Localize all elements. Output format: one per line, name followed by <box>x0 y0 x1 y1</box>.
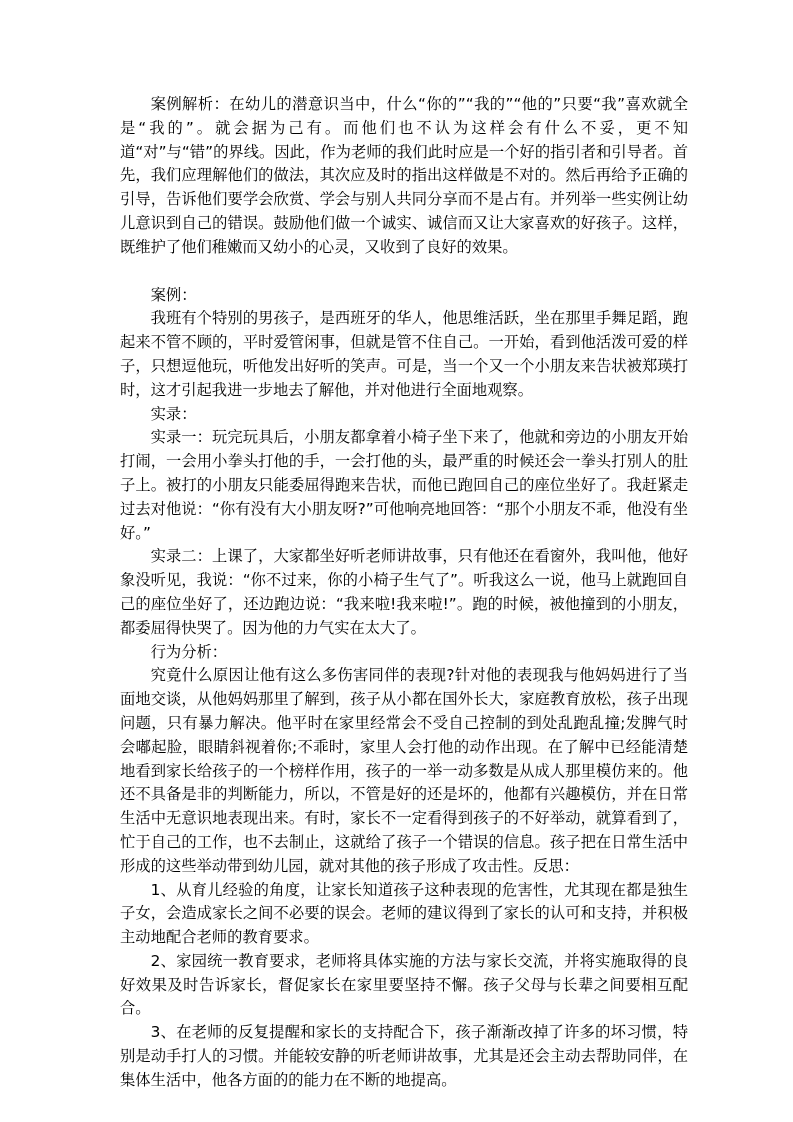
record-one-paragraph: 实录一：玩完玩具后，小朋友都拿着小椅子坐下来了，他就和旁边的小朋友开始打闹，一会用小拳头打他的手，一会打他的头，最严重的时候还会一拳头打别人的肚子上。被打的小朋友只能委屈得跑来告状，而他已跑回自己的座位坐好了。我赶紧走过去对他说：“你有没有大小朋友呀?”可他响亮地回答：“那个小朋友不乖，他没有坐好。” <box>120 428 688 542</box>
behavior-analysis-paragraph: 究竟什么原因让他有这么多伤害同伴的表现?针对他的表现我与他妈妈进行了当面地交谈，从他妈妈那里了解到，孩子从小都在国外长大，家庭教育放松，孩子出现问题，只有暴力解决。他平时在家里经常会不受自己控制的到处乱跑乱撞;发脾气时会嘟起脸，眼睛斜视着你;不乖时，家里人会打他的动作出现。在了解中已经能清楚地看到家长给孩子的一个榜样作用，孩子的一举一动多数是从成人那里模仿来的。他还不具备是非的判断能力，所以，不管是好的还是坏的，他都有兴趣模仿，并在日常生活中无意识地表现出来。有时，家长不一定看得到孩子的不好举动，就算看到了，忙于自己的工作，也不去制止，这就给了孩子一个错误的信息。孩子把在日常生活中形成的这些举动带到幼儿园，就对其他的孩子形成了攻击性。反思： <box>120 666 688 875</box>
record-heading: 实录： <box>150 404 197 423</box>
case-analysis-paragraph: 案例解析：在幼儿的潜意识当中，什么“你的”“我的”“他的”只要“我”喜欢就全是“我的”。就会据为己有。而他们也不认为这样会有什么不妥，更不知道“对”与“错”的界线。因此，作为老师的我们此时应是一个好的指引者和引导者。首先，我们应理解他们的做法，其次应及时的指出这样做是不对的。然后再给予正确的引导，告诉他们要学会欣赏、学会与别人共同分享而不是占有。并列举一些实例让幼儿意识到自己的错误。鼓励他们做一个诚实、诚信而又让大家喜欢的好孩子。这样，既维护了他们稚嫩而又幼小的心灵，又收到了良好的效果。 <box>120 95 688 256</box>
case-heading: 案例： <box>150 285 197 304</box>
behavior-analysis-heading: 行为分析： <box>150 642 228 661</box>
reflection-item-3: 3、在老师的反复提醒和家长的支持配合下，孩子渐渐改掉了许多的坏习惯，特别是动手打人的习惯。并能较安静的听老师讲故事，尤其是还会主动去帮助同伴，在集体生活中，他各方面的的能力在不断的地提高。 <box>120 1023 688 1089</box>
document-page <box>120 93 688 1093</box>
reflection-item-2: 2、家园统一教育要求，老师将具体实施的方法与家长交流，并将实施取得的良好效果及时告诉家长，督促家长在家里要坚持不懈。孩子父母与长辈之间要相互配合。 <box>120 951 688 1018</box>
case-intro-paragraph: 我班有个特别的男孩子，是西班牙的华人，他思维活跃，坐在那里手舞足蹈，跑起来不管不顾的，平时爱管闲事，但就是管不住自己。一开始，看到他活泼可爱的样子，只想逗他玩，听他发出好听的笑声。可是，当一个又一个小朋友来告状被郑瑛打时，这才引起我进一步地去了解他，并对他进行全面地观察。 <box>120 309 688 399</box>
record-two-paragraph: 实录二：上课了，大家都坐好听老师讲故事，只有他还在看窗外，我叫他，他好象没听见，我说：“你不过来，你的小椅子生气了”。听我这么一说，他马上就跑回自己的座位坐好了，还边跑边说：“我来啦!我来啦!”。跑的时候，被他撞到的小朋友，都委屈得快哭了。因为他的力气实在太大了。 <box>120 547 688 637</box>
paragraph-spacer <box>120 260 688 284</box>
reflection-item-1: 1、从育儿经验的角度，让家长知道孩子这种表现的危害性，尤其现在都是独生子女，会造成家长之间不必要的误会。老师的建议得到了家长的认可和支持，并积极主动地配合老师的教育要求。 <box>120 880 688 947</box>
